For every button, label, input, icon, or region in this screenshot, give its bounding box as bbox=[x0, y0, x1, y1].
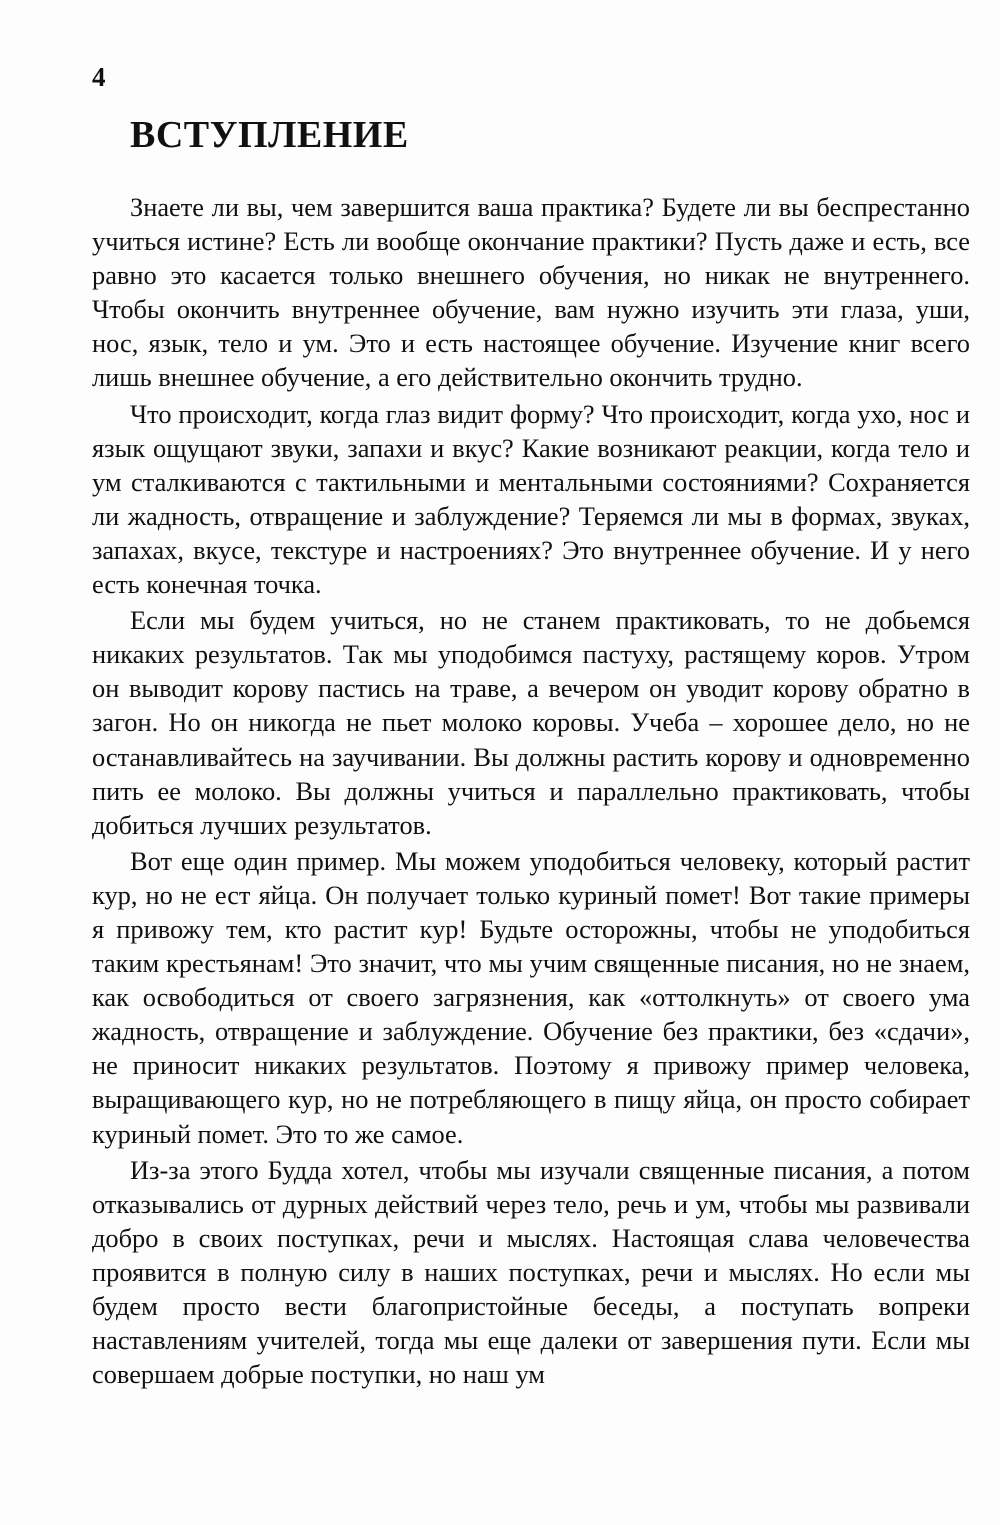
paragraph: Если мы будем учиться, но не станем практиковать, то не добьемся никаких результатов. Так мы уподобимся пастуху, растящему коров. Утром он выводит корову пастись на траве, а вечером он уводит корову обратно в загон. Но он никогда не пьет молоко коровы. Учеба – хорошее дело, но не останавливайтесь на заучивании. Вы должны растить корову и одновременно пить ее молоко. Вы должны учиться и параллельно практиковать, чтобы добиться лучших результатов. bbox=[92, 605, 970, 840]
page-number: 4 bbox=[92, 62, 106, 92]
paragraph: Что происходит, когда глаз видит форму? Что происходит, когда ухо, нос и язык ощущают звуки, запахи и вкус? Какие возникают реакции, когда тело и ум сталкиваются с тактильными и ментальными состояниями? Сохраняется ли жадность, отвращение и заблуждение? Теряемся ли мы в формах, звуках, запахах, вкусе, текстуре и настроениях? Это внутреннее обучение. И у него есть конечная точка. bbox=[92, 398, 970, 600]
paragraph: Вот еще один пример. Мы можем уподобиться человеку, который растит кур, но не ест яйца. Он получает только куриный помет! Вот такие примеры я привожу тем, кто растит кур! Будьте осторожны, чтобы не уподобиться таким крестьянам! Это значит, что мы учим священные писания, но не знаем, как освободиться от своего загрязнения, как «оттолкнуть» от своего ума жадность, отвращение и заблуждение. Обучение без практики, без «сдачи», не приносит никаких результатов. Поэтому я привожу пример человека, выращивающего кур, но не потребляющего в пищу яйца, он просто собирает куриный помет. Это то же самое. bbox=[92, 845, 970, 1149]
paragraph: Из-за этого Будда хотел, чтобы мы изучали священные писания, а потом отказывались от дурных действий через тело, речь и ум, чтобы мы развивали добро в своих поступках, речи и мыслях. Настоящая слава человечества проявится в полную силу в наших поступках, речи и мыслях. Но если мы будем просто вести благопристойные беседы, а поступать вопреки наставлениям учителей, тогда мы еще далеки от завершения пути. Если мы совершаем добрые поступки, но наш ум bbox=[92, 1154, 970, 1390]
paragraph: Знаете ли вы, чем завершится ваша практика? Будете ли вы беспрестанно учиться истине? Есть ли вообще окончание практики? Пусть даже и есть, все равно это касается только внешнего обучения, но никак не внутреннего. Чтобы окончить внутреннее обучение, вам нужно изучить эти глаза, уши, нос, язык, тело и ум. Это и есть настоящее обучение. Изучение книг всего лишь внешнее обучение, а его действительно окончить трудно. bbox=[92, 192, 970, 393]
body-text bbox=[92, 190, 970, 1393]
chapter-title: ВСТУПЛЕНИЕ bbox=[130, 114, 409, 156]
